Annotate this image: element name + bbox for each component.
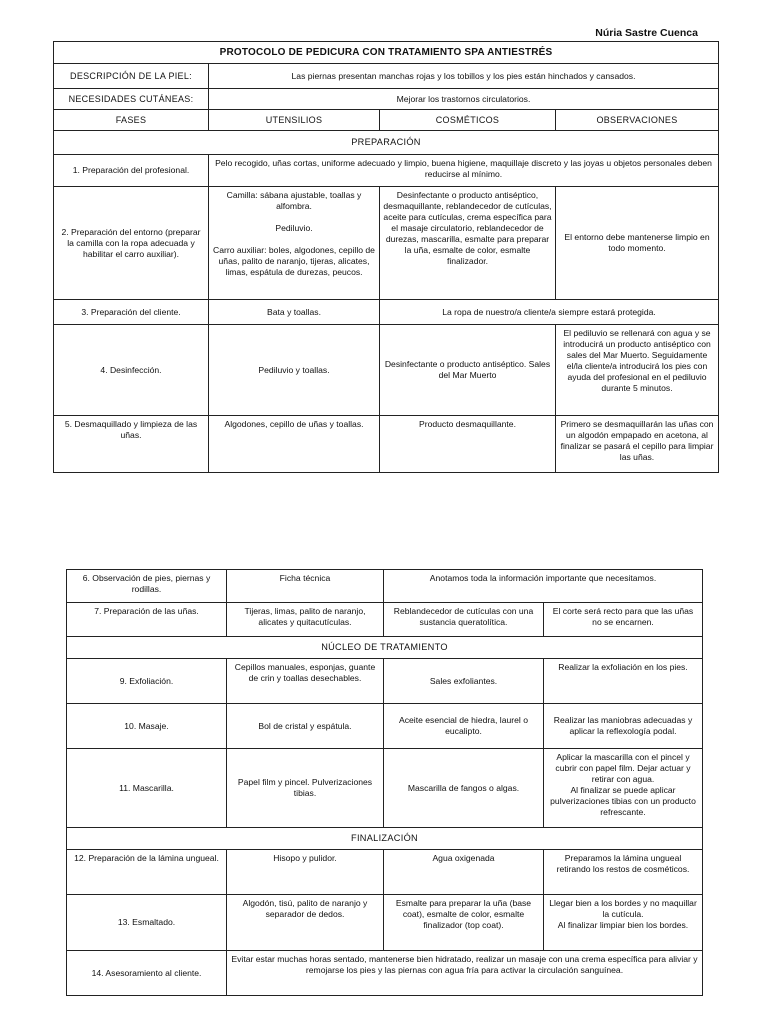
fase-cell: 10. Masaje. <box>67 704 227 749</box>
utensilios-cell: Algodón, tisú, palito de naranjo y separador de dedos. <box>227 895 384 951</box>
fase-cell: 1. Preparación del profesional. <box>54 155 209 187</box>
utensilios-cell: Papel film y pincel. Pulverizaciones tibias. <box>227 749 384 828</box>
table-row <box>54 300 719 325</box>
section-preparacion: PREPARACIÓN <box>54 131 719 155</box>
cosmeticos-cell: Mascarilla de fangos o algas. <box>384 749 544 828</box>
fase-cell: 7. Preparación de las uñas. <box>67 603 227 637</box>
table-row <box>67 850 703 895</box>
header-observaciones: OBSERVACIONES <box>556 110 719 131</box>
table-row <box>67 951 703 996</box>
utensilios-cell: Algodones, cepillo de uñas y toallas. <box>209 416 380 473</box>
header-cosmeticos: COSMÉTICOS <box>380 110 556 131</box>
utensilios-cell: Hisopo y pulidor. <box>227 850 384 895</box>
table-row <box>54 187 719 300</box>
utensilios-cell: Tijeras, limas, palito de naranjo, alicates y quitacutículas. <box>227 603 384 637</box>
cosmeticos-cell: Reblandecedor de cutículas con una sustancia queratolítica. <box>384 603 544 637</box>
fase-cell: 3. Preparación del cliente. <box>54 300 209 325</box>
merged-cell: Anotamos toda la información importante que necesitamos. <box>384 570 703 603</box>
fase-cell: 5. Desmaquillado y limpieza de las uñas. <box>54 416 209 473</box>
cosmeticos-cell: Aceite esencial de hiedra, laurel o eucalipto. <box>384 704 544 749</box>
fase-cell: 11. Mascarilla. <box>67 749 227 828</box>
observaciones-cell: Llegar bien a los bordes y no maquillar la cutícula. Al finalizar limpiar bien los bordes. <box>544 895 703 951</box>
header-fases: FASES <box>54 110 209 131</box>
cosmeticos-cell: Sales exfoliantes. <box>384 659 544 704</box>
fase-cell: 12. Preparación de la lámina ungueal. <box>67 850 227 895</box>
observaciones-cell: Aplicar la mascarilla con el pincel y cubrir con papel film. Dejar actuar y retirar con agua. Al finalizar se puede aplicar pulverizaciones tibias con un producto refrescante. <box>544 749 703 828</box>
fase-cell: 9. Exfoliación. <box>67 659 227 704</box>
merged-cell: La ropa de nuestro/a cliente/a siempre estará protegida. <box>380 300 719 325</box>
table-row <box>67 895 703 951</box>
table-row <box>67 570 703 603</box>
utensilios-cell: Pediluvio y toallas. <box>209 325 380 416</box>
header-utensilios: UTENSILIOS <box>209 110 380 131</box>
fase-cell: 4. Desinfección. <box>54 325 209 416</box>
observaciones-cell: Primero se desmaquillarán las uñas con un algodón empapado en acetona, al finalizar se pasará el cepillo para limpiar las uñas. <box>556 416 719 473</box>
fase-cell: 2. Preparación del entorno (preparar la camilla con la ropa adecuada y habilitar el carro auxiliar). <box>54 187 209 300</box>
table-row <box>67 704 703 749</box>
utensilios-cell: Bata y toallas. <box>209 300 380 325</box>
utensilios-cell: Ficha técnica <box>227 570 384 603</box>
cosmeticos-cell: Esmalte para preparar la uña (base coat), esmalte de color, esmalte finalizador (top coat). <box>384 895 544 951</box>
protocol-table-preparation <box>53 41 719 473</box>
table-row <box>67 749 703 828</box>
fase-cell: 13. Esmaltado. <box>67 895 227 951</box>
table-row <box>54 325 719 416</box>
cosmeticos-cell: Desinfectante o producto antiséptico, desmaquillante, reblandecedor de cutículas, aceite para cutículas, crema específica para el masaje circulatorio, reblandecedor de durezas, mascarilla, esmalte para preparar la uña, esmalte de color, esmalte finalizador. <box>380 187 556 300</box>
utensilios-cell: Camilla: sábana ajustable, toallas y alfombra. Pediluvio. Carro auxiliar: boles, algodones, cepillo de uñas, palito de naranjo, tijeras, alicates, limas, espátula de durezas, peucos. <box>209 187 380 300</box>
table-row <box>54 416 719 473</box>
observaciones-cell: Realizar la exfoliación en los pies. <box>544 659 703 704</box>
skin-description-label: DESCRIPCIÓN DE LA PIEL: <box>54 64 209 89</box>
section-finalizacion: FINALIZACIÓN <box>67 828 703 850</box>
table-row <box>67 603 703 637</box>
merged-cell: Evitar estar muchas horas sentado, mantenerse bien hidratado, realizar un masaje con una crema específica para aliviar y remojarse los pies y las piernas con agua fría para activar la circulación sanguínea. <box>227 951 703 996</box>
observaciones-cell: El pediluvio se rellenará con agua y se introducirá un producto antiséptico con sales del Mar Muerto. Seguidamente el/la cliente/a introducirá los pies con ayuda del profesional en el pediluvio durante 5 minutos. <box>556 325 719 416</box>
skin-needs-value: Mejorar los trastornos circulatorios. <box>209 89 719 110</box>
observaciones-cell: El entorno debe mantenerse limpio en todo momento. <box>556 187 719 300</box>
cosmeticos-cell: Agua oxigenada <box>384 850 544 895</box>
merged-cell: Pelo recogido, uñas cortas, uniforme adecuado y limpio, buena higiene, maquillaje discreto y las joyas u objetos personales deben reducirse al mínimo. <box>209 155 719 187</box>
cosmeticos-cell: Producto desmaquillante. <box>380 416 556 473</box>
observaciones-cell: Preparamos la lámina ungueal retirando los restos de cosméticos. <box>544 850 703 895</box>
protocol-title: PROTOCOLO DE PEDICURA CON TRATAMIENTO SPA ANTIESTRÉS <box>54 42 719 64</box>
fase-cell: 14. Asesoramiento al cliente. <box>67 951 227 996</box>
author-name: Núria Sastre Cuenca <box>595 27 698 39</box>
utensilios-cell: Cepillos manuales, esponjas, guante de crin y toallas desechables. <box>227 659 384 704</box>
fase-cell: 6. Observación de pies, piernas y rodillas. <box>67 570 227 603</box>
cosmeticos-cell: Desinfectante o producto antiséptico. Sales del Mar Muerto <box>380 325 556 416</box>
skin-needs-label: NECESIDADES CUTÁNEAS: <box>54 89 209 110</box>
observaciones-cell: Realizar las maniobras adecuadas y aplicar la reflexología podal. <box>544 704 703 749</box>
protocol-table-treatment <box>66 569 703 996</box>
section-nucleo-tratamiento: NÚCLEO DE TRATAMIENTO <box>67 637 703 659</box>
utensilios-cell: Bol de cristal y espátula. <box>227 704 384 749</box>
table-row <box>67 659 703 704</box>
skin-description-value: Las piernas presentan manchas rojas y los tobillos y los pies están hinchados y cansados. <box>209 64 719 89</box>
observaciones-cell: El corte será recto para que las uñas no se encarnen. <box>544 603 703 637</box>
table-row <box>54 155 719 187</box>
